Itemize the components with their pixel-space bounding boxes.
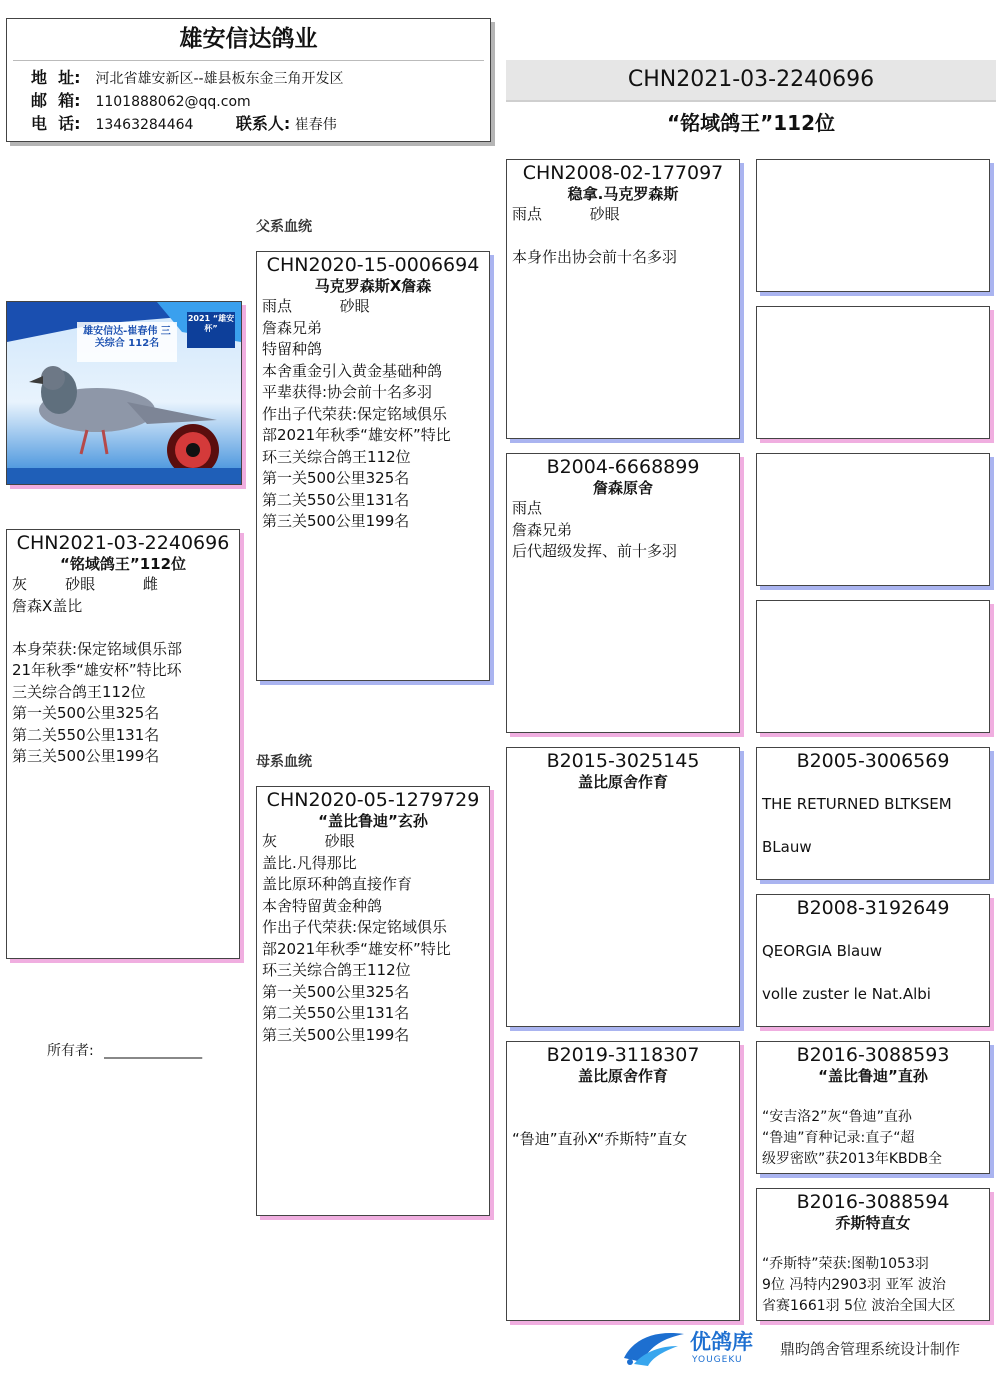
dss-note-line xyxy=(762,815,984,837)
dds-note-line: 级罗密欧”获2013年KBDB全 xyxy=(762,1151,943,1167)
dsd-ring-number: B2008-3192649 xyxy=(796,897,950,919)
ddd-ring-number: B2016-3088594 xyxy=(796,1191,950,1213)
self-note-line: 第二关550公里131名 xyxy=(12,725,160,744)
brand-name-en: YOUGEKU xyxy=(692,1355,743,1365)
dsd-note-line xyxy=(762,962,984,984)
pigeon-card-empty-4 xyxy=(756,600,990,733)
ddd-name: 乔斯特直女 xyxy=(835,1214,911,1232)
address-row xyxy=(31,67,490,90)
email-row xyxy=(31,90,490,113)
sd-note-line: 后代超级发挥、前十多羽 xyxy=(512,542,678,560)
sd-note-line: 詹森兄弟 xyxy=(512,520,573,539)
footer-brand xyxy=(620,1328,990,1372)
sd-name: 詹森原舍 xyxy=(592,479,653,497)
dam-note-line: 第三关500公里199名 xyxy=(262,1025,410,1044)
ss-note-line: 雨点 砂眼 xyxy=(512,205,620,223)
sd-notes xyxy=(507,498,739,563)
dam-note-line: 本舍特留黄金种鸽 xyxy=(262,896,383,915)
self-note-line: 第三关500公里199名 xyxy=(12,747,160,765)
dds-note-line xyxy=(762,1086,984,1107)
sire-note-line: 第三关500公里199名 xyxy=(262,512,410,530)
self-name: “铭域鸽王”112位 xyxy=(59,555,187,573)
ds-ring-number: B2015-3025145 xyxy=(546,750,700,772)
dds-name: “盖比鲁迪”直孙 xyxy=(818,1067,928,1085)
dam-note-line: 灰 砂眼 xyxy=(262,832,355,850)
pigeon-card-sire xyxy=(256,251,490,681)
dd-note-line: “鲁迪”直孙X“乔斯特”直女 xyxy=(512,1130,688,1148)
dsd-note-line xyxy=(762,919,984,941)
dd-notes xyxy=(507,1086,739,1151)
ddd-note-line xyxy=(762,1233,984,1254)
ds-name: 盖比原舍作育 xyxy=(577,773,668,791)
pigeon-card-dam-dam-dam xyxy=(756,1188,990,1321)
dsd-note-line: volle zuster le Nat.Albi xyxy=(762,984,931,1003)
self-note-line: 本身荣获:保定铭域俱乐部 xyxy=(12,639,183,658)
self-note-line: 第一关500公里325名 xyxy=(12,704,160,722)
owner-label: 所有者: xyxy=(47,1043,94,1059)
sire-note-line: 詹森兄弟 xyxy=(262,318,323,337)
dam-name: “盖比鲁迪”玄孙 xyxy=(318,812,428,830)
dss-note-line: BLauw xyxy=(762,837,812,856)
dam-notes xyxy=(257,831,489,1046)
dds-notes xyxy=(757,1086,989,1170)
ss-ring-number: CHN2008-02-177097 xyxy=(522,162,724,184)
sire-note-line: 环三关综合鸽王112位 xyxy=(262,447,411,466)
footer-credit: 鼎昀鸽舍管理系统设计制作 xyxy=(780,1340,961,1358)
pigeon-card-dam-sire xyxy=(506,747,740,1027)
pigeon-card-empty-1 xyxy=(756,159,990,292)
phone-value: 13463284464 xyxy=(95,117,194,133)
email-value[interactable]: 1101888062@qq.com xyxy=(95,94,251,110)
owner-field xyxy=(47,1040,202,1060)
sire-note-line: 第一关500公里325名 xyxy=(262,469,410,487)
pigeon-card-empty-3 xyxy=(756,453,990,586)
sire-notes xyxy=(257,296,489,533)
dd-name: 盖比原舍作育 xyxy=(577,1067,668,1085)
dam-line-label: 母系血统 xyxy=(256,754,312,770)
self-ring-number: CHN2021-03-2240696 xyxy=(16,532,230,554)
sire-note-line: 第二关550公里131名 xyxy=(262,490,410,509)
dss-note-line xyxy=(762,772,984,794)
pigeon-card-empty-2 xyxy=(756,306,990,439)
pigeon-card-dam-sire-sire xyxy=(756,747,990,880)
sire-name: 马克罗森斯X詹森 xyxy=(314,277,432,295)
pigeon-card-dam-sire-dam xyxy=(756,894,990,1027)
phone-label: 电 话: xyxy=(31,114,81,133)
dsd-note-line: QEORGIA Blauw xyxy=(762,941,883,960)
pigeon-card-sire-dam xyxy=(506,453,740,733)
sire-note-line: 雨点 砂眼 xyxy=(262,297,370,315)
dds-note-line: “安吉洛2”灰“鲁迪”直孙 xyxy=(762,1109,912,1125)
brand-logo-icon xyxy=(620,1328,688,1368)
dsd-notes xyxy=(757,919,989,1005)
dd-note-line xyxy=(512,1086,734,1108)
brand-name: 优鸽库 xyxy=(690,1330,753,1354)
breeder-title: 雄安信达鸽业 xyxy=(179,26,318,52)
contact-label: 联系人: xyxy=(235,114,291,133)
address-value: 河北省雄安新区--雄县板东金三角开发区 xyxy=(95,71,344,87)
dss-ring-number: B2005-3006569 xyxy=(796,750,950,772)
address-label: 地 址: xyxy=(31,68,81,87)
pigeon-card-self xyxy=(6,529,240,959)
self-note-line xyxy=(12,617,234,639)
owner-blank[interactable]: ______________ xyxy=(104,1043,203,1059)
dds-ring-number: B2016-3088593 xyxy=(796,1044,950,1066)
ddd-note-line: 9位 冯特内2903羽 亚军 波治 xyxy=(762,1277,946,1293)
main-subtitle: “铭域鸽王”112位 xyxy=(666,111,836,135)
photo-badge: 2021 “雄安杯” xyxy=(187,314,235,333)
sd-ring-number: B2004-6668899 xyxy=(546,456,700,478)
main-ring-number: CHN2021-03-2240696 xyxy=(627,67,875,92)
sire-note-line: 作出子代荣获:保定铭域俱乐 xyxy=(262,404,448,423)
ss-note-line xyxy=(512,226,734,248)
phone-row xyxy=(31,113,490,136)
dss-note-line: THE RETURNED BLTKSEM xyxy=(762,794,952,813)
contact-value: 崔春伟 xyxy=(294,117,337,133)
dam-note-line: 第一关500公里325名 xyxy=(262,982,410,1001)
sire-note-line: 平辈获得:协会前十名多羽 xyxy=(262,383,433,401)
ss-name: 稳拿.马克罗森斯 xyxy=(567,185,679,203)
ddd-notes xyxy=(757,1233,989,1317)
breeder-info-box xyxy=(6,18,491,142)
pigeon-card-sire-sire xyxy=(506,159,740,439)
pigeon-card-dam-dam-sire xyxy=(756,1041,990,1174)
dds-note-line: “鲁迪”育种记录:直子“超 xyxy=(762,1130,915,1146)
dd-note-line xyxy=(512,1108,734,1130)
self-note-line: 詹森X盖比 xyxy=(12,596,83,615)
self-note-line: 三关综合鸽王112位 xyxy=(12,682,146,701)
photo-caption: 雄安信达-崔春伟 三关综合 112名 xyxy=(83,326,171,349)
dam-ring-number: CHN2020-05-1279729 xyxy=(266,789,480,811)
dam-note-line: 盖比原环种鸽直接作育 xyxy=(262,875,413,893)
dam-note-line: 部2021年秋季“雄安杯”特比 xyxy=(262,939,451,958)
sire-note-line: 特留种鸽 xyxy=(262,340,323,358)
sire-line-label: 父系血统 xyxy=(256,219,312,235)
dd-ring-number: B2019-3118307 xyxy=(546,1044,700,1066)
sire-note-line: 本舍重金引入黄金基础种鸽 xyxy=(262,361,443,380)
pigeon-card-dam-dam xyxy=(506,1041,740,1321)
self-note-line: 21年秋季“雄安杯”特比环 xyxy=(12,661,182,679)
ss-notes xyxy=(507,204,739,269)
pigeon-photo xyxy=(6,301,242,485)
ddd-note-line: 省赛1661羽 5位 波治全国大区 xyxy=(762,1298,956,1314)
sire-ring-number: CHN2020-15-0006694 xyxy=(266,254,480,276)
ss-note-line: 本身作出协会前十名多羽 xyxy=(512,248,678,266)
dam-note-line: 盖比.凡得那比 xyxy=(262,853,357,872)
sire-note-line: 部2021年秋季“雄安杯”特比 xyxy=(262,426,451,444)
self-notes xyxy=(7,574,239,768)
self-note-line: 灰 砂眼 雌 xyxy=(12,575,158,593)
sd-note-line: 雨点 xyxy=(512,499,543,517)
pigeon-card-dam xyxy=(256,786,490,1216)
dam-note-line: 第二关550公里131名 xyxy=(262,1004,410,1022)
dam-note-line: 作出子代荣获:保定铭域俱乐 xyxy=(262,918,448,936)
main-title-band xyxy=(506,60,996,102)
email-label: 邮 箱: xyxy=(31,91,81,110)
ddd-note-line: “乔斯特”荣获:图勒1053羽 xyxy=(762,1256,929,1272)
dss-notes xyxy=(757,772,989,858)
dam-note-line: 环三关综合鸽王112位 xyxy=(262,961,411,979)
